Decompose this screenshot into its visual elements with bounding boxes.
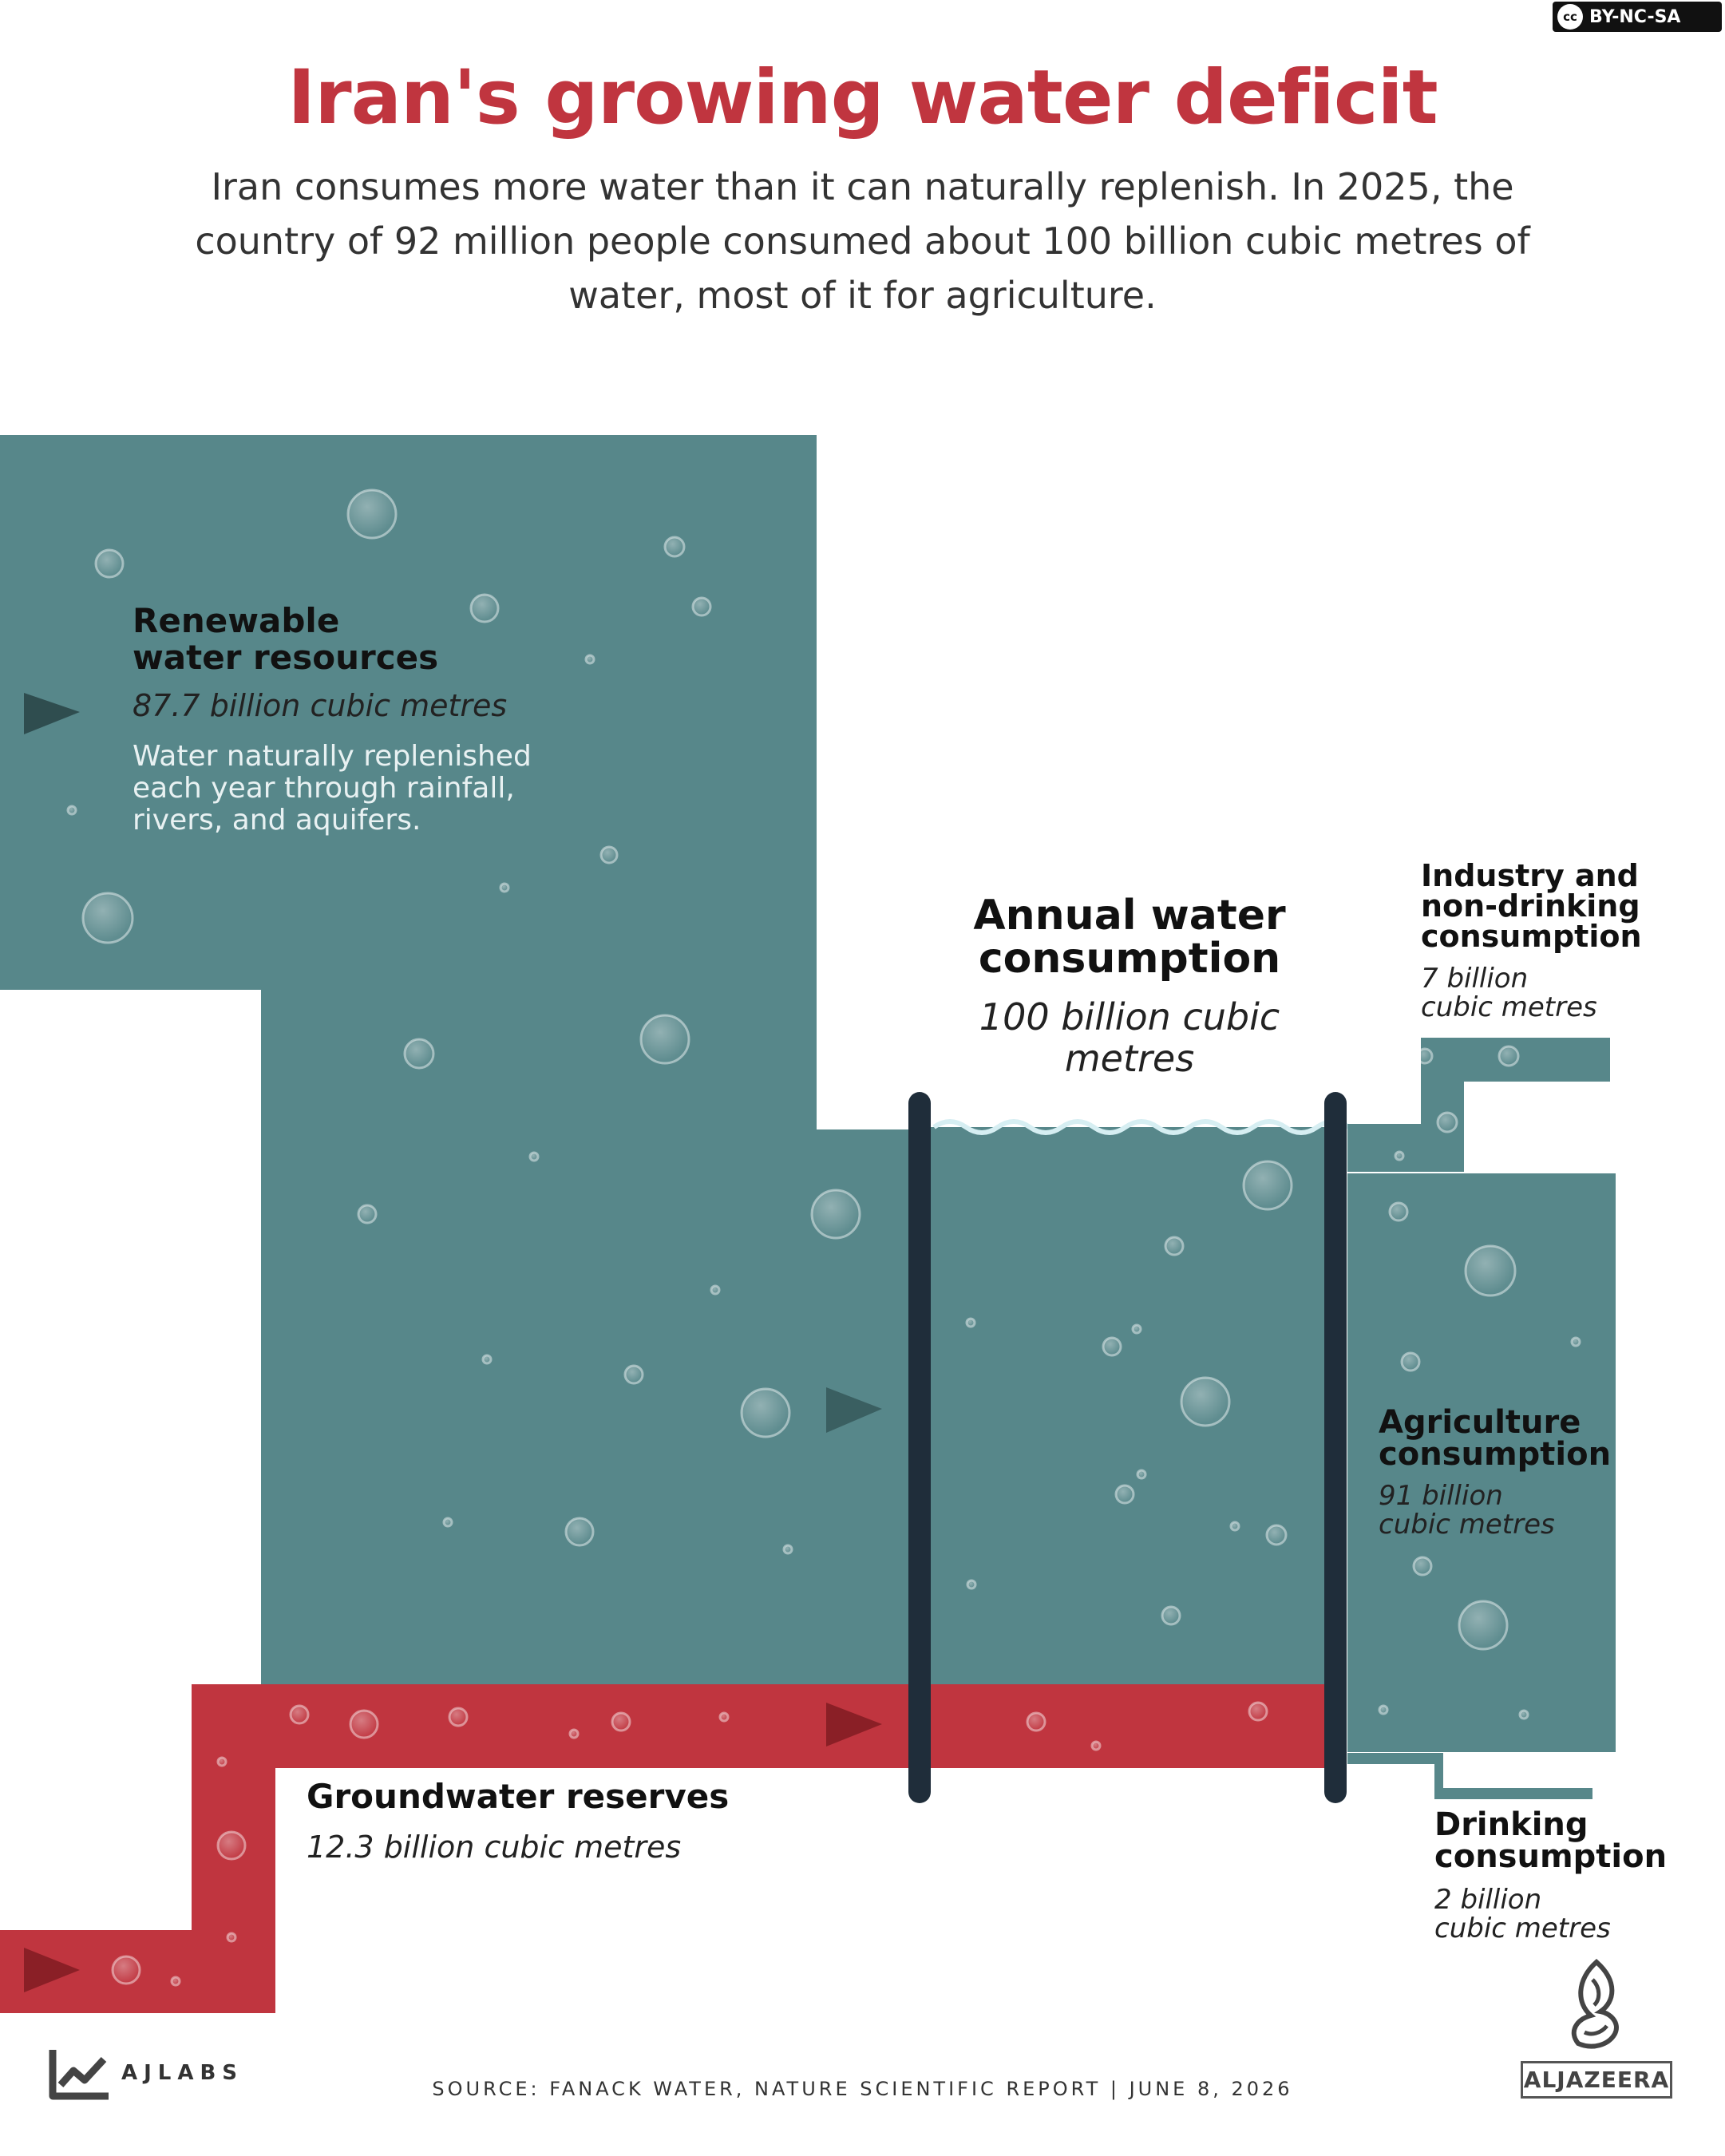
industry-title-line: Industry and (1421, 858, 1639, 893)
industry-title (1421, 858, 1642, 954)
industry-value-line: 7 billion (1421, 963, 1529, 995)
agriculture-value-line: cubic metres (1379, 1509, 1555, 1541)
agriculture-title-line: Agriculture (1379, 1404, 1581, 1441)
page-title: Iran's growing water deficit (287, 54, 1438, 141)
aljazeera-logo (1521, 1956, 1672, 2099)
annual-consumption-title (910, 892, 1349, 983)
annual-value-line: 100 billion cubic (979, 995, 1280, 1038)
consumption-chamber (918, 1127, 1337, 1684)
cc-icon: cc (1557, 4, 1583, 30)
industry-flow (1347, 1038, 1610, 1172)
source-line: SOURCE: FANACK WATER, NATURE SCIENTIFIC REPORT | JUNE 8, 2026 (432, 2078, 1293, 2100)
renewable-title (133, 603, 438, 676)
industry-title-line: consumption (1421, 919, 1642, 954)
drinking-title (1434, 1806, 1668, 1875)
groundwater-title: Groundwater reserves (307, 1777, 730, 1816)
aljazeera-calligraphy-icon (1521, 1956, 1672, 2051)
renewable-title-line: Renewable (133, 601, 340, 640)
drinking-value-line: 2 billion (1434, 1884, 1542, 1916)
page-subtitle: Iran consumes more water than it can naturally replenish. In 2025, the country of 92 million people consumed about 100 billion cubic metres of water, most of it for agriculture. (195, 165, 1530, 317)
renewable-desc-line: rivers, and aquifers. (133, 804, 421, 837)
renewable-value: 87.7 billion cubic metres (133, 688, 508, 723)
groundwater-flow-chamber (918, 1684, 1337, 1768)
annual-value-line: metres (1064, 1037, 1195, 1080)
drinking-title-line: consumption (1434, 1838, 1668, 1875)
drinking-title-line: Drinking (1434, 1806, 1589, 1843)
agriculture-title-line: consumption (1379, 1436, 1612, 1473)
renewable-title-line: water resources (133, 638, 439, 677)
annual-title-line: Annual water (973, 892, 1286, 940)
renewable-desc-line: Water naturally replenished (133, 740, 532, 773)
license-label: BY-NC-SA (1589, 6, 1681, 27)
renewable-desc-line: each year through rainfall, (133, 772, 515, 805)
industry-title-line: non-drinking (1421, 888, 1640, 924)
aljazeera-wordmark: ALJAZEERA (1521, 2061, 1672, 2099)
drinking-flow (1347, 1753, 1592, 1799)
annual-title-line: consumption (978, 935, 1281, 983)
agriculture-title (1379, 1404, 1612, 1473)
industry-value-line: cubic metres (1421, 991, 1597, 1023)
drinking-value (1434, 1885, 1658, 1943)
drinking-value-line: cubic metres (1434, 1913, 1611, 1944)
annual-consumption-value (950, 996, 1309, 1079)
renewable-description (133, 741, 580, 837)
agriculture-value-line: 91 billion (1379, 1480, 1503, 1512)
agriculture-value (1379, 1482, 1602, 1539)
ajlabs-label: AJLABS (121, 2061, 244, 2085)
industry-value (1421, 964, 1644, 1022)
groundwater-value: 12.3 billion cubic metres (307, 1830, 682, 1865)
